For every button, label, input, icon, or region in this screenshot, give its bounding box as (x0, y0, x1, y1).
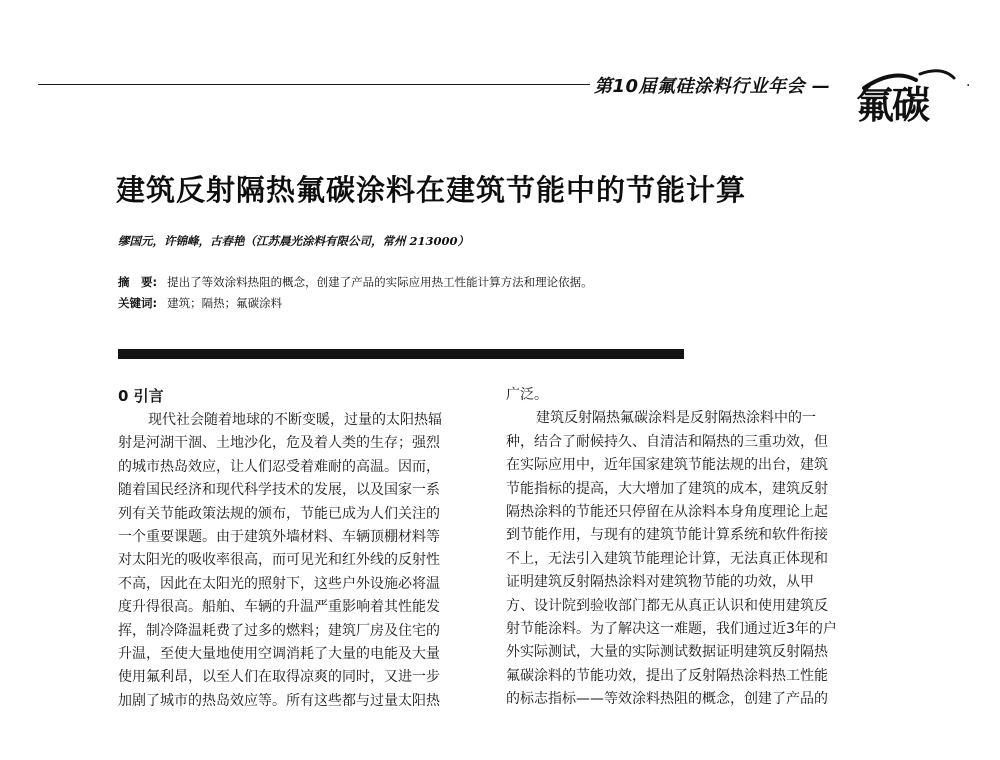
fluorocarbon-logo (854, 66, 964, 126)
keywords-text: 建筑；隔热；氟碳涂料 (167, 296, 283, 310)
body-line: 射是河湖干涸、土地沙化，危及着人类的生存；强烈 (118, 435, 440, 452)
body-line: 升温，至使大量地使用空调消耗了大量的电能及大量 (118, 645, 440, 662)
body-line: 广泛。 (506, 387, 548, 403)
body-line: 现代社会随着地球的不断变暖，过量的太阳热辐 (148, 412, 442, 428)
authors-affiliation: 缪国元，许锦峰，古春艳（江苏晨光涂料有限公司，常州 213000） (118, 234, 470, 248)
body-line: 节能指标的提高，大大增加了建筑的成本，建筑反射 (506, 480, 828, 497)
abstract (118, 274, 593, 290)
body-line: 列有关节能政策法规的颁布，节能已成为人们关注的 (118, 505, 440, 522)
paper-title: 建筑反射隔热氟碳涂料在建筑节能中的节能计算 (116, 173, 747, 207)
body-line: 不高，因此在太阳光的照射下，这些户外设施必将温 (118, 575, 440, 592)
body-line: 随着国民经济和现代科学技术的发展，以及国家一系 (118, 482, 440, 499)
body-line: 使用氟利昂，以至人们在取得凉爽的同时，又进一步 (118, 669, 440, 686)
left-column (118, 384, 488, 713)
header-dot: · (966, 78, 971, 94)
body-line: 到节能作用，与现有的建筑节能计算系统和软件衔接 (506, 527, 828, 544)
keywords (118, 295, 282, 311)
body-line: 建筑反射隔热氟碳涂料是反射隔热涂料中的一 (536, 410, 816, 427)
body-line: 方、设计院到验收部门都无从真正认识和使用建筑反 (506, 597, 828, 614)
body-line: 射节能涂料。为了解决这一难题，我们通过近3年的户 (506, 620, 837, 637)
body-line: 证明建筑反射隔热涂料对建筑物节能的功效，从甲 (506, 574, 814, 591)
body-line: 的标志指标——等效涂料热阻的概念，创建了产品的 (506, 691, 828, 708)
body-line: 度升得很高。船舶、车辆的升温严重影响着其性能发 (118, 599, 440, 616)
body-line: 的城市热岛效应，让人们忍受着难耐的高温。因而， (118, 458, 440, 475)
body-line: 外实际测试，大量的实际测试数据证明建筑反射隔热 (506, 644, 828, 661)
right-column (506, 384, 876, 711)
body-line: 加剧了城市的热岛效应等。所有这些都与过量太阳热 (118, 692, 440, 709)
body-line: 对太阳光的吸收率很高，而可见光和红外线的反射性 (118, 552, 440, 569)
abstract-text: 提出了等效涂料热阻的概念，创建了产品的实际应用热工性能计算方法和理论依据。 (167, 275, 593, 289)
keywords-label: 关键词: (118, 296, 158, 310)
body-line: 在实际应用中，近年国家建筑节能法规的出台，建筑 (506, 457, 828, 474)
header-rule (38, 84, 590, 85)
section-heading-introduction: 0 引言 (118, 387, 164, 405)
body-line: 挥，制冷降温耗费了过多的燃料；建筑厂房及住宅的 (118, 622, 440, 639)
body-line: 氟碳涂料的节能功效，提出了反射隔热涂料热工性能 (506, 667, 828, 684)
body-line: 不上，无法引入建筑节能理论计算，无法真正体现和 (506, 550, 828, 567)
body-line: 隔热涂料的节能还只停留在从涂料本身角度理论上起 (506, 503, 828, 520)
abstract-label: 摘 要: (118, 275, 158, 289)
conference-name: 第10届氟硅涂料行业年会 — (594, 76, 831, 97)
body-line: 种，结合了耐候持久、自清洁和隔热的三重功效，但 (506, 433, 828, 450)
svg-text:氟碳: 氟碳 (856, 82, 929, 126)
body-line: 一个重要课题。由于建筑外墙材料、车辆顶棚材料等 (118, 528, 440, 545)
section-divider-bar (118, 349, 684, 359)
